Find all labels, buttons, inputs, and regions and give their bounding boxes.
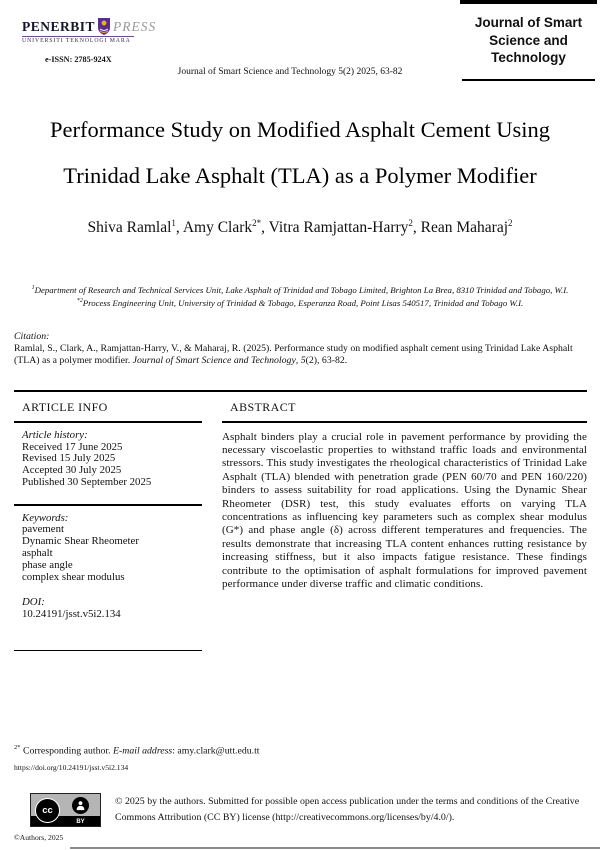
author-name: Rean Maharaj <box>420 219 509 237</box>
paper-title <box>10 107 590 199</box>
author-name: Vitra Ramjattan-Harry <box>268 219 409 237</box>
keyword-item: asphalt <box>22 547 53 560</box>
citation-issue-pages: (2), 63-82. <box>305 355 348 366</box>
paper-title-line1: Performance Study on Modified Asphalt Cement Using <box>50 117 550 142</box>
paper-title-line2: Trinidad Lake Asphalt (TLA) as a Polymer Modifier <box>63 163 537 188</box>
logo-press-text: PRESS <box>113 18 157 34</box>
author-affiliation-sup: 2 <box>508 218 513 228</box>
affiliations <box>10 283 590 310</box>
citation-text <box>14 343 587 367</box>
citation-label: Citation: <box>14 331 50 342</box>
by-label: BY <box>76 819 85 825</box>
doi-label: DOI: <box>22 595 45 608</box>
affiliation-text: Process Engineering Unit, University of Trinidad & Tobago, Esperanza Road, Point Lisas 540517, Trinidad and Tobago W.I. <box>82 298 524 309</box>
citation-comma: , <box>295 355 301 366</box>
section-divider-rule <box>14 390 587 392</box>
author-separator: , <box>412 219 421 237</box>
article-info-heading-rule <box>14 421 202 423</box>
history-item: Received 17 June 2025 <box>22 440 123 453</box>
keyword-item: phase angle <box>22 559 73 572</box>
corresponding-author-note <box>14 744 260 756</box>
affiliation-sup: *2 <box>76 298 83 305</box>
abstract-column <box>222 397 587 651</box>
logo-university-name: UNIVERSITI TEKNOLOGI MARA <box>22 36 134 44</box>
history-item: Published 30 September 2025 <box>22 476 152 489</box>
article-info-heading: ARTICLE INFO <box>22 400 108 414</box>
corresponding-text: Corresponding author. <box>20 745 114 757</box>
history-item: Revised 15 July 2025 <box>22 452 116 465</box>
affiliation-sup: 1 <box>31 285 35 291</box>
article-info-bottom-rule <box>14 650 202 652</box>
publisher-logo <box>22 18 156 44</box>
authors-copyright: ©Authors, 2025 <box>14 833 64 842</box>
citation-block <box>14 331 587 367</box>
affiliation-entry <box>10 296 590 309</box>
article-info-mid-rule <box>14 504 202 505</box>
article-history-label: Article history: <box>22 428 88 441</box>
doi-url-link[interactable]: https://doi.org/10.24191/jsst.v5i2.134 <box>14 763 129 772</box>
citation-volume: 5 <box>300 355 306 366</box>
article-info-column <box>14 397 202 651</box>
running-head-journal-line: Journal of Smart Science and Technology 5(2) 2025, 63-82 <box>177 67 403 77</box>
person-icon <box>72 797 89 814</box>
keyword-item: pavement <box>22 523 64 536</box>
email-separator: : <box>172 745 178 757</box>
license-statement: © 2025 by the authors. Submitted for possible open access publication under the terms and conditions of the Creative Commons Attribution (CC BY) license (http://creativecommons.org/licenses/by/4.0/). <box>115 796 580 823</box>
keyword-item: complex shear modulus <box>22 571 125 584</box>
email-address-label: E-mail address <box>113 745 173 757</box>
corresponding-sup: 2* <box>14 744 21 751</box>
keyword-item: Dynamic Shear Rheometer <box>22 535 139 548</box>
logo-penerbit-text: PENERBIT <box>22 18 96 34</box>
eissn-label: e-ISSN: 2785-924X <box>45 55 112 64</box>
info-abstract-columns <box>14 397 587 651</box>
author-affiliation-sup: 2 <box>408 218 413 228</box>
author-affiliation-sup: 2* <box>252 218 262 228</box>
author-name: Shiva Ramlal <box>87 219 172 237</box>
cc-by-license-badge[interactable] <box>30 793 101 827</box>
doi-value: 10.24191/jsst.v5i2.134 <box>22 607 121 620</box>
affiliation-text: Department of Research and Technical Services Unit, Lake Asphalt of Trinidad and Tobago Limited, Brighton La Brea, 8310 Trinidad and Tobago, W.I. <box>34 284 569 295</box>
history-item: Accepted 30 July 2025 <box>22 464 122 477</box>
journal-box-top-rule <box>460 0 597 4</box>
journal-box-bottom-rule <box>462 79 595 81</box>
citation-main-text: Ramlal, S., Clark, A., Ramjattan-Harry, V., & Maharaj, R. (2025). Performance study on modified asphalt cement using Trinidad Lake Asphalt (TLA) as a polymer modifier. <box>14 343 573 366</box>
abstract-text: Asphalt binders play a crucial role in pavement performance by providing the necessary viscoelastic properties to withstand traffic loads and environmental stressors. This study investigates the rheological characteristics of Trinidad Lake Asphalt (TLA) blended with penetration grade (PEN 60/70 and PEN 160/220) binders to assess suitability for road applications. Using the Dynamic Shear Rheometer (DSR) test, this study evaluates efforts on varying TLA concentrations as influencing key parameters such as complex shear modulus (G*) and phase angle (δ) across different temperatures and frequencies. The results demonstrate that increasing TLA content enhances rutting resistance by increasing stiffness, but it also impacts fatigue resistance. These findings contribute to the optimisation of asphalt formulations for improved pavement performance under diverse traffic and climatic conditions. <box>222 430 587 591</box>
author-name: Amy Clark <box>182 219 253 237</box>
abstract-heading: ABSTRACT <box>230 400 296 414</box>
abstract-heading-rule <box>222 421 587 423</box>
author-separator: , <box>175 219 183 237</box>
cc-icon: cc <box>35 798 60 823</box>
affiliation-entry <box>10 283 590 296</box>
keywords-label: Keywords: <box>22 511 69 524</box>
journal-box-title: Journal of Smart Science and Technology <box>474 15 583 66</box>
author-separator: , <box>261 219 269 237</box>
author-affiliation-sup: 1 <box>171 218 176 228</box>
author-list <box>0 218 600 237</box>
corresponding-email-link[interactable]: amy.clark@utt.edu.tt <box>177 745 260 757</box>
page-bottom-rule <box>70 847 600 849</box>
citation-journal-name: Journal of Smart Science and Technology <box>132 355 296 366</box>
university-crest-icon <box>97 18 111 35</box>
